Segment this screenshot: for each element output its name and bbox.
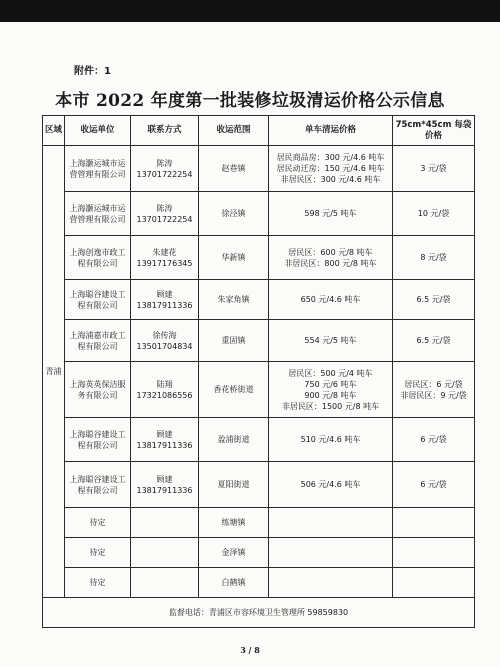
scope-cell: 朱家角镇 (199, 280, 269, 320)
company-cell: 上海聪谷建设工程有限公司 (65, 418, 131, 462)
truck-price-line: 750 元/6 吨车 (304, 379, 357, 389)
table-row (43, 320, 475, 362)
scope-cell: 香花桥街道 (199, 362, 269, 418)
contact-phone: 13817911336 (136, 440, 193, 450)
truck-price-cell (269, 192, 393, 236)
table-row (43, 508, 475, 538)
truck-price-cell (269, 508, 393, 538)
contact-phone: 13917176345 (136, 258, 193, 268)
truck-price-cell (269, 320, 393, 362)
scope-cell: 华新镇 (199, 236, 269, 280)
header-truck-price: 单车清运价格 (269, 116, 393, 146)
bag-price-cell (393, 192, 475, 236)
bag-price-cell (393, 236, 475, 280)
contact-name: 顾建 (156, 289, 173, 299)
scope-cell: 金泽镇 (199, 538, 269, 568)
bag-price-cell (393, 462, 475, 508)
contact-name: 顾建 (156, 474, 173, 484)
bag-price-cell (393, 320, 475, 362)
table-row (43, 146, 475, 192)
bag-price-line: 10 元/袋 (417, 209, 450, 218)
scope-cell: 夏阳街道 (199, 462, 269, 508)
contact-cell (131, 418, 199, 462)
truck-price-line: 居民商品房：300 元/4.6 吨车 (276, 153, 385, 162)
bag-price-line: 6.5 元/袋 (416, 336, 451, 345)
price-table (42, 115, 475, 628)
contact-cell (131, 280, 199, 320)
district-cell: 青浦 (43, 146, 65, 598)
bag-price-cell (393, 280, 475, 320)
table-row (43, 280, 475, 320)
contact-cell (131, 320, 199, 362)
company-cell: 上海聪谷建设工程有限公司 (65, 462, 131, 508)
table-row (43, 462, 475, 508)
truck-price-line: 非居民区：800 元/8 吨车 (284, 258, 377, 268)
contact-name: 顾建 (156, 429, 173, 439)
header-scope: 收运范围 (199, 116, 269, 146)
page-title: 本市 2022 年度第一批装修垃圾清运价格公示信息 (55, 91, 445, 111)
contact-phone: 13701722254 (136, 214, 193, 224)
scope-cell: 练塘镇 (199, 508, 269, 538)
truck-price-cell (269, 146, 393, 192)
truck-price-line: 居民区：500 元/4 吨车 (288, 368, 373, 378)
truck-price-cell (269, 418, 393, 462)
attachment-label: 附件：1 (74, 66, 111, 77)
bag-price-line: 6 元/袋 (420, 480, 447, 489)
contact-cell (131, 538, 199, 568)
company-cell: 上海英英保洁服务有限公司 (65, 362, 131, 418)
contact-cell (131, 192, 199, 236)
truck-price-line: 居民动迁房：150 元/4.6 吨车 (276, 164, 385, 173)
company-cell: 上海浦嘉市政工程有限公司 (65, 320, 131, 362)
truck-price-line: 510 元/4.6 吨车 (300, 435, 361, 444)
table-row (43, 568, 475, 598)
truck-price-line: 非居民区：1500 元/8 吨车 (281, 401, 380, 411)
table-row (43, 538, 475, 568)
scope-cell: 徐泾镇 (199, 192, 269, 236)
truck-price-line: 居民区：600 元/8 吨车 (288, 247, 373, 257)
contact-phone: 13817911336 (136, 485, 193, 495)
table-row (43, 362, 475, 418)
bag-price-line: 8 元/袋 (420, 253, 447, 262)
truck-price-line: 650 元/4.6 吨车 (300, 295, 361, 304)
contact-name: 徐传海 (152, 330, 177, 340)
truck-price-line: 598 元/5 吨车 (304, 209, 357, 218)
bag-price-cell (393, 508, 475, 538)
contact-phone: 13817911336 (136, 300, 193, 310)
top-black-bar (0, 0, 500, 22)
truck-price-line: 非居民区：300 元/4.6 吨车 (280, 175, 381, 184)
contact-name: 陆翔 (156, 379, 173, 389)
company-cell: 上海灏运城市运营管理有限公司 (65, 192, 131, 236)
truck-price-line: 900 元/8 吨车 (304, 390, 357, 400)
contact-cell (131, 236, 199, 280)
scope-cell: 盈浦街道 (199, 418, 269, 462)
bag-price-cell (393, 418, 475, 462)
bag-price-line: 6 元/袋 (420, 435, 447, 444)
page-number: 3 / 8 (240, 645, 260, 655)
company-cell: 待定 (65, 508, 131, 538)
contact-cell (131, 508, 199, 538)
truck-price-cell (269, 538, 393, 568)
contact-name: 朱建花 (152, 247, 177, 257)
contact-name: 陈涛 (156, 203, 173, 213)
bag-price-cell (393, 538, 475, 568)
company-cell: 上海创逸市政工程有限公司 (65, 236, 131, 280)
contact-name: 陈涛 (156, 158, 173, 168)
contact-phone: 13501704834 (136, 341, 193, 351)
company-cell: 待定 (65, 538, 131, 568)
table-row (43, 192, 475, 236)
truck-price-line: 554 元/5 吨车 (304, 336, 357, 345)
contact-phone: 13701722254 (136, 169, 193, 179)
company-cell: 待定 (65, 568, 131, 598)
contact-phone: 17321086556 (136, 390, 193, 400)
contact-cell (131, 568, 199, 598)
table-row (43, 418, 475, 462)
scope-cell: 白鹤镇 (199, 568, 269, 598)
bag-price-line: 6.5 元/袋 (416, 295, 451, 304)
scope-cell: 重固镇 (199, 320, 269, 362)
bag-price-line: 3 元/袋 (420, 164, 447, 173)
bag-price-line: 居民区：6 元/袋 (404, 379, 463, 389)
scope-cell: 赵巷镇 (199, 146, 269, 192)
truck-price-cell (269, 236, 393, 280)
contact-cell (131, 462, 199, 508)
bag-price-cell (393, 362, 475, 418)
truck-price-cell (269, 462, 393, 508)
truck-price-cell (269, 280, 393, 320)
bag-price-cell (393, 146, 475, 192)
truck-price-cell (269, 568, 393, 598)
truck-price-line: 506 元/4.6 吨车 (300, 480, 361, 489)
truck-price-cell (269, 362, 393, 418)
bag-price-cell (393, 568, 475, 598)
contact-cell (131, 146, 199, 192)
table-header-row (43, 116, 475, 146)
header-contact: 联系方式 (131, 116, 199, 146)
contact-cell (131, 362, 199, 418)
header-bag-price: 75cm*45cm 每袋价格 (393, 116, 475, 146)
bag-price-line: 非居民区：9 元/袋 (400, 390, 467, 400)
supervision-row (43, 598, 475, 628)
company-cell: 上海灏运城市运营管理有限公司 (65, 146, 131, 192)
header-company: 收运单位 (65, 116, 131, 146)
header-district: 区域 (43, 116, 65, 146)
table-row (43, 236, 475, 280)
company-cell: 上海聪谷建设工程有限公司 (65, 280, 131, 320)
supervision-phone: 监督电话：青浦区市容环境卫生管理所 59859830 (43, 598, 475, 628)
